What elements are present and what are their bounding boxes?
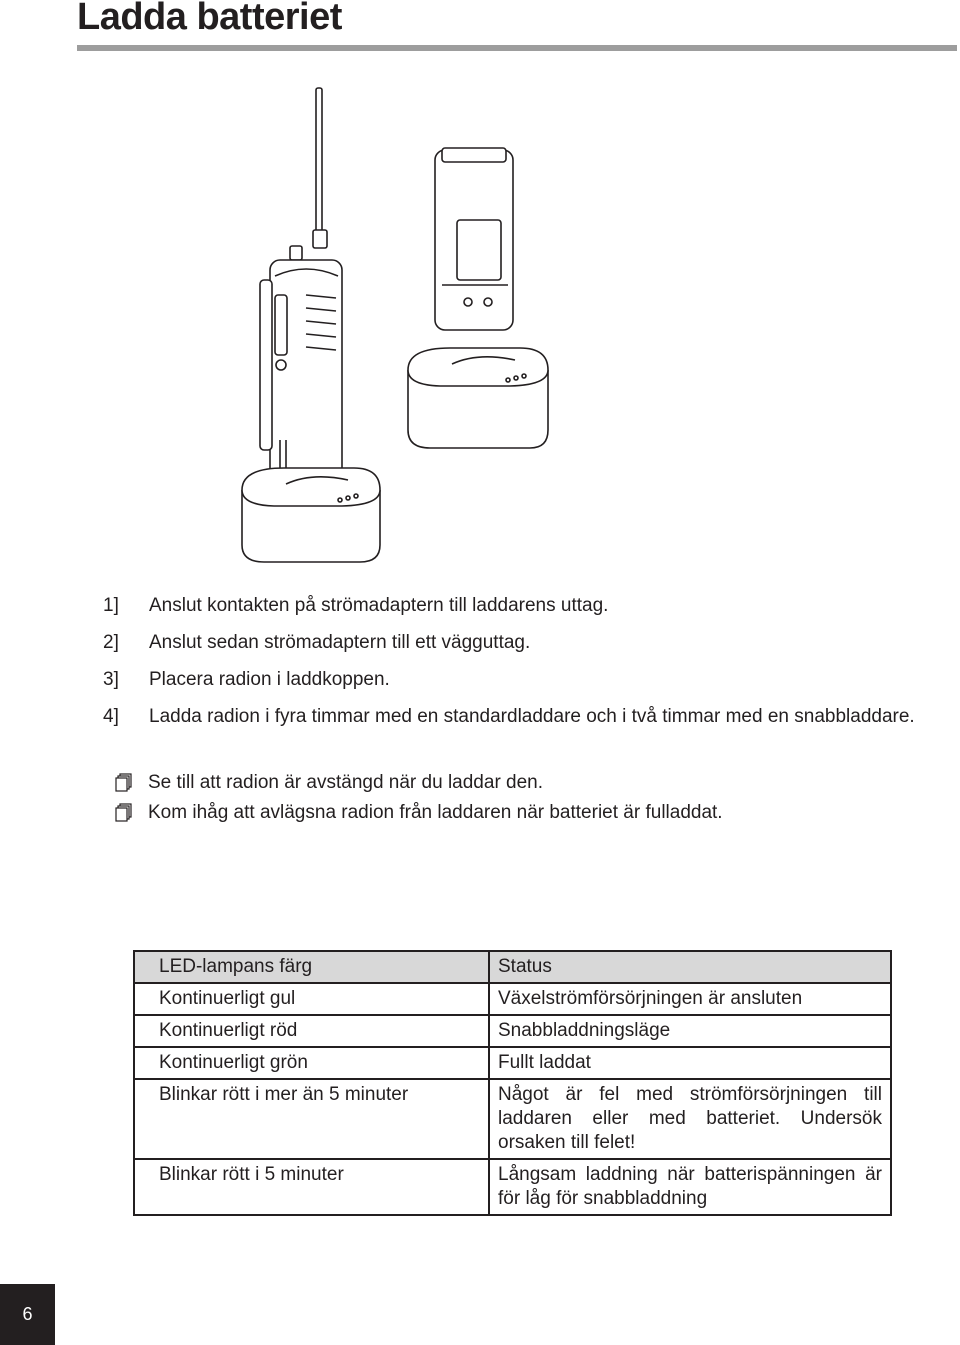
led-color-cell: Blinkar rött i mer än 5 minuter	[134, 1079, 489, 1159]
list-item	[103, 669, 915, 706]
led-color-cell: Kontinuerligt röd	[134, 1015, 489, 1047]
led-color-cell: Kontinuerligt grön	[134, 1047, 489, 1079]
list-item	[103, 706, 915, 743]
status-cell: Växelströmförsörjningen är ansluten	[489, 983, 891, 1015]
table-header-row	[134, 951, 891, 983]
led-color-cell: Blinkar rött i 5 minuter	[134, 1159, 489, 1215]
status-cell: Fullt laddat	[489, 1047, 891, 1079]
step-text: Anslut kontakten på strömadaptern till laddarens uttag.	[149, 595, 609, 616]
list-item	[103, 595, 915, 632]
list-item	[115, 798, 723, 828]
instruction-steps	[103, 595, 915, 743]
step-text: Ladda radion i fyra timmar med en standardladdare och i två timmar med en snabbladdare.	[149, 706, 915, 727]
table-row	[134, 1079, 891, 1159]
notes-list	[115, 768, 723, 828]
page-number: 6	[0, 1284, 55, 1345]
column-header-status: Status	[489, 951, 891, 983]
step-number: 2]	[103, 632, 119, 653]
status-cell: Långsam laddning när batterispänningen är för låg för snabbladdning	[489, 1159, 891, 1215]
table-row	[134, 983, 891, 1015]
note-text: Kom ihåg att avlägsna radion från laddaren när batteriet är fulladdat.	[148, 802, 723, 823]
page-title: Ladda batteriet	[77, 0, 342, 38]
step-text: Placera radion i laddkoppen.	[149, 669, 390, 690]
list-item	[115, 768, 723, 798]
list-item	[103, 632, 915, 669]
step-text: Anslut sedan strömadaptern till ett vägguttag.	[149, 632, 531, 653]
status-cell: Snabbladdningsläge	[489, 1015, 891, 1047]
table-row	[134, 1015, 891, 1047]
status-cell: Något är fel med strömförsörjningen till laddaren eller med batteriet. Undersök orsaken till felet!	[489, 1079, 891, 1159]
step-number: 3]	[103, 669, 119, 690]
note-icon	[115, 772, 148, 794]
charger-icon	[408, 348, 548, 448]
step-number: 1]	[103, 595, 119, 616]
note-icon	[115, 802, 148, 824]
table-row	[134, 1159, 891, 1215]
charger-icon	[242, 468, 380, 562]
led-status-table	[133, 950, 892, 1216]
note-text: Se till att radion är avstängd när du laddar den.	[148, 772, 544, 793]
step-number: 4]	[103, 706, 119, 727]
led-color-cell: Kontinuerligt gul	[134, 983, 489, 1015]
column-header-led-color: LED-lampans färg	[134, 951, 489, 983]
table-row	[134, 1047, 891, 1079]
charging-illustration	[230, 80, 570, 580]
battery-pack-icon	[435, 148, 513, 330]
title-divider	[77, 45, 957, 51]
